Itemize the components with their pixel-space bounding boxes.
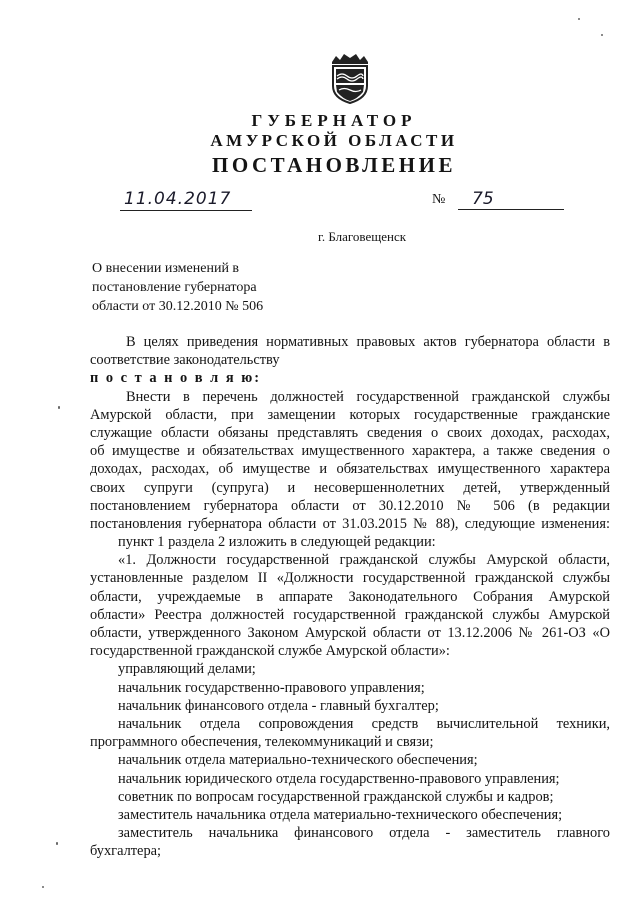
header-governor: ГУБЕРНАТОР bbox=[251, 111, 417, 130]
position-item: начальник отдела материально-технического обеспечения; bbox=[118, 752, 478, 769]
position-item: заместитель начальника отдела материально-технического обеспечения; bbox=[118, 806, 563, 823]
quote-line: государственной гражданской службе Амурской области»: bbox=[90, 643, 450, 660]
scan-speck bbox=[56, 842, 58, 845]
scan-speck bbox=[58, 406, 60, 409]
intro-line: В целях приведения нормативных правовых актов губернатора области в bbox=[126, 334, 610, 350]
paragraph-line: Амурской области, при замещении которых государственные гражданские bbox=[90, 406, 610, 423]
subject-block bbox=[92, 259, 312, 316]
position-item: начальник финансового отдела - главный бухгалтер; bbox=[118, 697, 439, 714]
position-item: начальник государственно-правового управления; bbox=[118, 679, 425, 696]
number-label: № bbox=[432, 192, 446, 207]
position-item-continued: программного обеспечения, телекоммуникаций и связи; bbox=[90, 734, 434, 751]
paragraph-line: доходах, расходах, об имуществе и обязательствах имущественного характера bbox=[90, 461, 610, 478]
quote-line: области» Реестра должностей государственной гражданской службы Амурской bbox=[90, 606, 610, 623]
scan-speck bbox=[578, 18, 580, 20]
position-item: советник по вопросам государственной гражданской службы и кадров; bbox=[118, 788, 554, 805]
paragraph-line: об имуществе и обязательствах имущественного характера, а также сведения о bbox=[90, 443, 610, 460]
quote-line: области, учреждаемые в аппарате Законодательного Собрания Амурской bbox=[90, 588, 610, 605]
intro-line: соответствие законодательству bbox=[90, 352, 280, 369]
position-item-continued: бухгалтера; bbox=[90, 843, 162, 860]
quote-line: установленные разделом II «Должности государственной гражданской службы bbox=[90, 570, 610, 587]
subject-line: О внесении изменений в bbox=[92, 261, 240, 276]
city-name: г. Благовещенск bbox=[318, 229, 407, 244]
document-body bbox=[90, 333, 610, 860]
paragraph-line: постановления губернатора области от 31.03.2015 № 88), следующие изменения: bbox=[90, 515, 610, 532]
quote-line: области, утвержденного Законом Амурской области от 13.12.2006 № 261-ОЗ «О bbox=[90, 625, 610, 641]
paragraph-line: своих супруги (супруга) и несовершеннолетних детей, утвержденный bbox=[90, 479, 610, 496]
scan-speck bbox=[601, 34, 603, 36]
paragraph-line: Внести в перечень должностей государственной гражданской службы bbox=[126, 388, 610, 405]
coat-of-arms-icon bbox=[330, 52, 370, 104]
header-region: АМУРСКОЙ ОБЛАСТИ bbox=[210, 131, 458, 150]
subject-line: постановление губернатора bbox=[92, 280, 257, 295]
paragraph-line: постановлением губернатора области от 30.12.2010 № 506 (в редакции bbox=[90, 497, 610, 514]
position-item: заместитель начальника финансового отдела - заместитель главного bbox=[118, 825, 610, 842]
document-type-title: ПОСТАНОВЛЕНИЕ bbox=[212, 153, 456, 177]
point-line: пункт 1 раздела 2 изложить в следующей редакции: bbox=[118, 534, 436, 551]
quote-line: «1. Должности государственной гражданской службы Амурской области, bbox=[118, 552, 610, 569]
document-number: 75 bbox=[458, 188, 564, 210]
subject-line: области от 30.12.2010 № 506 bbox=[92, 299, 264, 314]
position-item: управляющий делами; bbox=[118, 661, 256, 678]
scan-speck bbox=[42, 886, 44, 888]
position-item: начальник отдела сопровождения средств вычислительной техники, bbox=[118, 715, 610, 732]
position-item: начальник юридического отдела государственно-правового управления; bbox=[118, 770, 560, 787]
decree-word: п о с т а н о в л я ю: bbox=[90, 370, 262, 387]
document-date: 11.04.2017 bbox=[120, 188, 252, 211]
paragraph-line: служащие области обязаны представлять сведения о своих доходах, расходах, bbox=[90, 424, 610, 441]
